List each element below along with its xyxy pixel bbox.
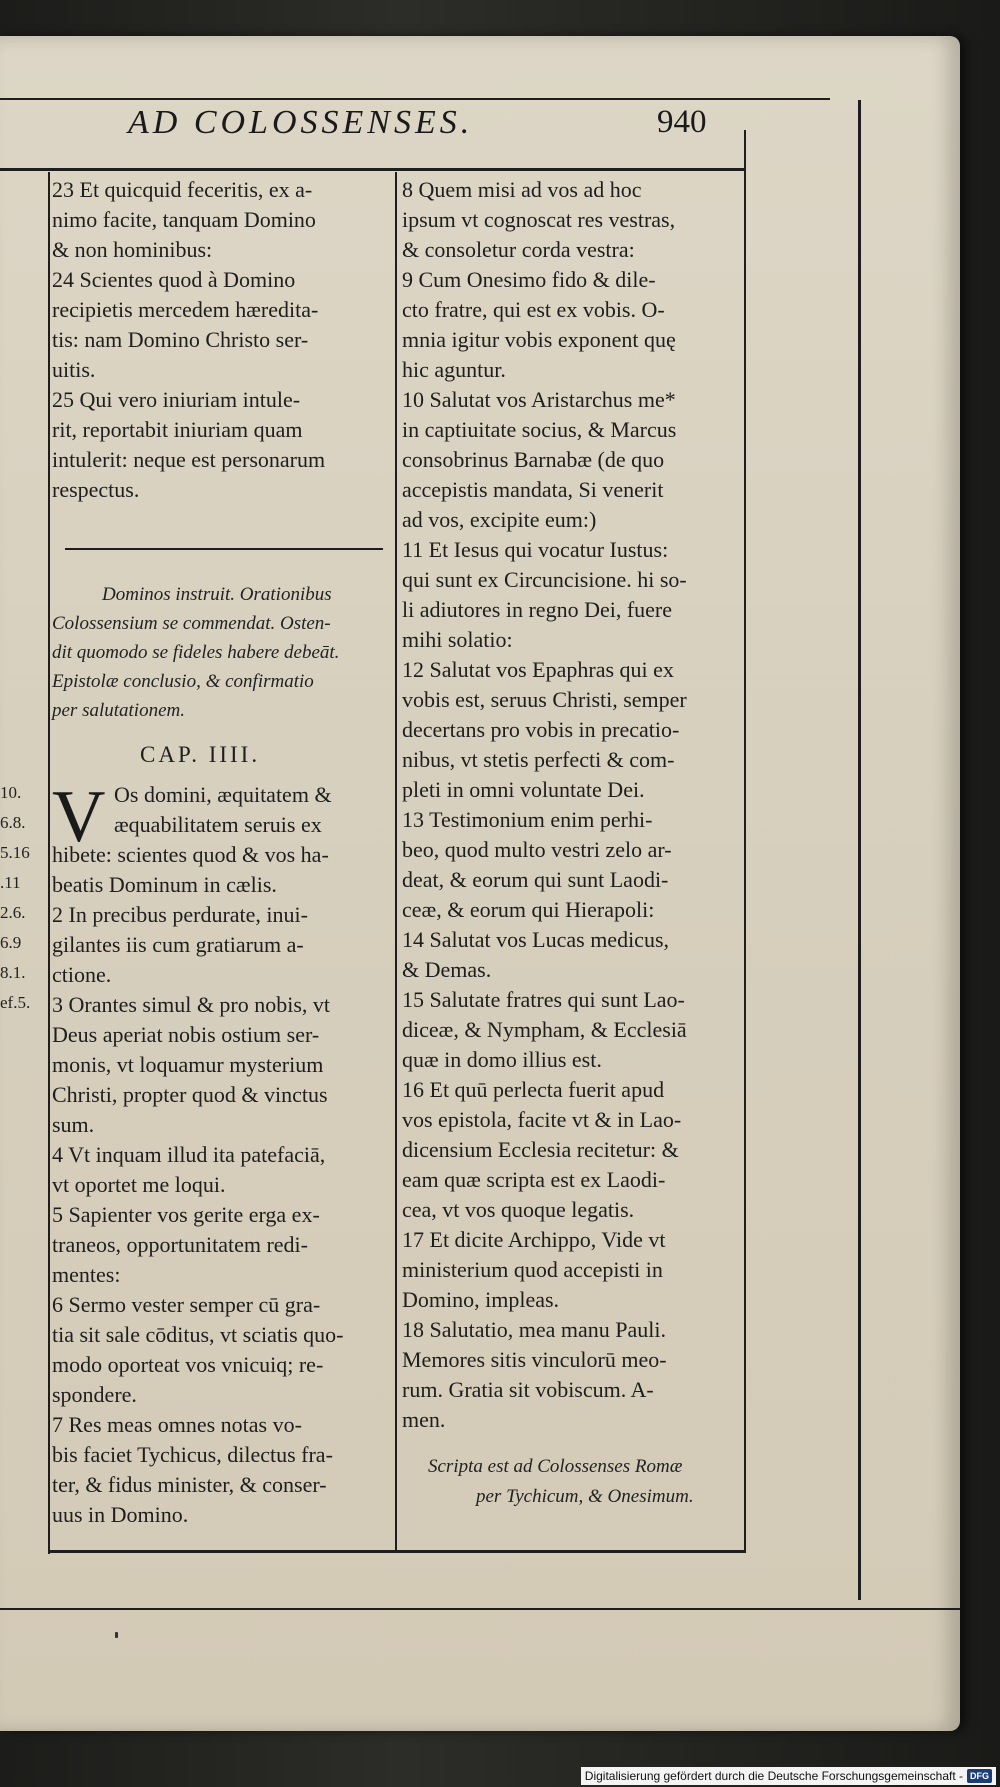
text-line: eam quæ scripta est ex Laodi- bbox=[402, 1167, 666, 1192]
text-line: mihi solatio: bbox=[402, 627, 513, 652]
text-line: Domino, impleas. bbox=[402, 1287, 560, 1312]
text-line: & non hominibus: bbox=[52, 237, 213, 262]
text-line: ipsum vt cognoscat res vestras, bbox=[402, 207, 676, 232]
text-line: quæ in domo illius est. bbox=[402, 1047, 602, 1072]
text-line: respectus. bbox=[52, 477, 140, 502]
text-line: 23 Et quicquid feceritis, ex a- bbox=[52, 177, 313, 202]
digitization-credit bbox=[581, 1767, 996, 1785]
margin-ref: 8.1. bbox=[0, 963, 26, 982]
text-line: hic aguntur. bbox=[402, 357, 506, 382]
text-line: 5 Sapienter vos gerite erga ex- bbox=[52, 1202, 320, 1227]
text-line: 11 Et Iesus qui vocatur Iustus: bbox=[402, 537, 669, 562]
left-column-verses bbox=[52, 175, 392, 505]
text-line: vos epistola, facite vt & in Lao- bbox=[402, 1107, 682, 1132]
chapter-text bbox=[52, 776, 392, 1530]
text-line: rit, reportabit iniuriam quam bbox=[52, 417, 303, 442]
text-line: dicensium Ecclesia recitetur: & bbox=[402, 1137, 679, 1162]
running-title: AD COLOSSENSES. bbox=[128, 104, 474, 141]
text-line: 15 Salutate fratres qui sunt Lao- bbox=[402, 987, 685, 1012]
header-rule bbox=[0, 168, 745, 171]
text-line: 8 Quem misi ad vos ad hoc bbox=[402, 177, 642, 202]
text-line: 18 Salutatio, mea manu Pauli. bbox=[402, 1317, 666, 1342]
text-line: cea, vt vos quoque legatis. bbox=[402, 1197, 635, 1222]
text-line: deat, & eorum qui sunt Laodi- bbox=[402, 867, 669, 892]
epistle-subscription bbox=[428, 1452, 738, 1512]
text-line: 6 Sermo vester semper cū gra- bbox=[52, 1292, 321, 1317]
text-line: spondere. bbox=[52, 1382, 137, 1407]
margin-ref: 10. bbox=[0, 783, 22, 802]
outer-right-rule bbox=[858, 100, 861, 1600]
dfg-logo: DFG bbox=[967, 1769, 992, 1783]
text-line: men. bbox=[402, 1407, 446, 1432]
text-line: vt oportet me loqui. bbox=[52, 1172, 226, 1197]
text-line: 3 Orantes simul & pro nobis, vt bbox=[52, 992, 331, 1017]
text-line: recipietis mercedem hæredita- bbox=[52, 297, 319, 322]
left-border-rule bbox=[48, 172, 50, 1554]
chapter-summary bbox=[52, 580, 392, 725]
text-line: beatis Dominum in cælis. bbox=[52, 872, 277, 897]
text-line: intulerit: neque est personarum bbox=[52, 447, 326, 472]
text-line: rum. Gratia sit vobiscum. A- bbox=[402, 1377, 654, 1402]
text-line: æquabilitatem seruis ex bbox=[114, 812, 322, 837]
summary-line: per salutationem. bbox=[52, 700, 185, 721]
ink-speck bbox=[115, 1632, 118, 1638]
text-line: hibete: scientes quod & vos ha- bbox=[52, 842, 329, 867]
text-line: uus in Domino. bbox=[52, 1502, 189, 1527]
text-line: 13 Testimonium enim perhi- bbox=[402, 807, 653, 832]
drop-capital: V bbox=[52, 776, 106, 858]
text-line: 7 Res meas omnes notas vo- bbox=[52, 1412, 302, 1437]
text-line: modo oporteat vos vnicuiq; re- bbox=[52, 1352, 324, 1377]
text-line: 10 Salutat vos Aristarchus me* bbox=[402, 387, 676, 412]
text-line: decertans pro vobis in precatio- bbox=[402, 717, 680, 742]
text-line: ctione. bbox=[52, 962, 112, 987]
column-divider bbox=[395, 172, 397, 1552]
text-line: 12 Salutat vos Epaphras qui ex bbox=[402, 657, 674, 682]
text-line: 16 Et quū perlecta fuerit apud bbox=[402, 1077, 665, 1102]
subscription-line: Scripta est ad Colossenses Romæ bbox=[428, 1456, 683, 1477]
text-line: ad vos, excipite eum:) bbox=[402, 507, 597, 532]
text-line: Os domini, æquitatem & bbox=[114, 782, 332, 807]
text-line: nimo facite, tanquam Domino bbox=[52, 207, 316, 232]
text-line: bis faciet Tychicus, dilectus fra- bbox=[52, 1442, 333, 1467]
text-line: mnia igitur vobis exponent quę bbox=[402, 327, 676, 352]
text-line: qui sunt ex Circuncisione. hi so- bbox=[402, 567, 687, 592]
text-line: in captiuitate socius, & Marcus bbox=[402, 417, 677, 442]
text-line: accepistis mandata, Si venerit bbox=[402, 477, 664, 502]
summary-line: Epistolæ conclusio, & confirmatio bbox=[52, 671, 314, 692]
text-line: 25 Qui vero iniuriam intule- bbox=[52, 387, 301, 412]
credit-text: Digitalisierung gefördert durch die Deutsche Forschungsgemeinschaft - bbox=[584, 1769, 963, 1783]
text-line: sum. bbox=[52, 1112, 95, 1137]
text-line: tis: nam Domino Christo ser- bbox=[52, 327, 309, 352]
text-line: Deus aperiat nobis ostium ser- bbox=[52, 1022, 320, 1047]
lower-rule bbox=[0, 1608, 960, 1610]
page-number: 940 bbox=[657, 104, 707, 140]
text-line: uitis. bbox=[52, 357, 96, 382]
text-line: ceæ, & eorum qui Hierapoli: bbox=[402, 897, 655, 922]
text-line: 9 Cum Onesimo fido & dile- bbox=[402, 267, 656, 292]
margin-ref: 6.8. bbox=[0, 813, 26, 832]
text-line: li adiutores in regno Dei, fuere bbox=[402, 597, 673, 622]
text-line: consobrinus Barnabæ (de quo bbox=[402, 447, 665, 472]
top-rule bbox=[0, 98, 830, 100]
summary-line: dit quomodo se fideles habere debeāt. bbox=[52, 642, 340, 663]
text-line: ter, & fidus minister, & conser- bbox=[52, 1472, 327, 1497]
margin-ref: 2.6. bbox=[0, 903, 26, 922]
right-border-rule bbox=[744, 130, 746, 1550]
margin-ref: 5.16 bbox=[0, 843, 30, 862]
text-line: 4 Vt inquam illud ita patefaciā, bbox=[52, 1142, 326, 1167]
summary-rule bbox=[65, 548, 383, 550]
text-line: mentes: bbox=[52, 1262, 121, 1287]
text-line: 24 Scientes quod à Domino bbox=[52, 267, 296, 292]
text-line: & consoletur corda vestra: bbox=[402, 237, 635, 262]
text-line: traneos, opportunitatem redi- bbox=[52, 1232, 308, 1257]
summary-line: Dominos instruit. Orationibus bbox=[102, 584, 332, 605]
text-line: cto fratre, qui est ex vobis. O- bbox=[402, 297, 665, 322]
text-line: Memores sitis vinculorū meo- bbox=[402, 1347, 667, 1372]
text-line: tia sit sale cōditus, vt sciatis quo- bbox=[52, 1322, 344, 1347]
text-line: & Demas. bbox=[402, 957, 492, 982]
text-line: 17 Et dicite Archippo, Vide vt bbox=[402, 1227, 666, 1252]
margin-ref: ef.5. bbox=[0, 993, 31, 1012]
text-line: monis, vt loquamur mysterium bbox=[52, 1052, 324, 1077]
text-line: nibus, vt stetis perfecti & com- bbox=[402, 747, 675, 772]
text-line: diceæ, & Nympham, & Ecclesiā bbox=[402, 1017, 687, 1042]
text-line: pleti in omni voluntate Dei. bbox=[402, 777, 645, 802]
summary-line: Colossensium se commendat. Osten- bbox=[52, 613, 331, 634]
margin-ref: .11 bbox=[0, 873, 21, 892]
text-line: 14 Salutat vos Lucas medicus, bbox=[402, 927, 670, 952]
bottom-rule bbox=[48, 1550, 746, 1553]
text-line: Christi, propter quod & vinctus bbox=[52, 1082, 328, 1107]
margin-references bbox=[0, 778, 42, 1018]
right-column-verses bbox=[402, 175, 742, 1435]
text-line: gilantes iis cum gratiarum a- bbox=[52, 932, 304, 957]
subscription-line: per Tychicum, & Onesimum. bbox=[476, 1486, 694, 1507]
margin-ref: 6.9 bbox=[0, 933, 22, 952]
text-line: 2 In precibus perdurate, inui- bbox=[52, 902, 308, 927]
text-line: vobis est, seruus Christi, semper bbox=[402, 687, 687, 712]
text-line: ministerium quod accepisti in bbox=[402, 1257, 663, 1282]
text-line: beo, quod multo vestri zelo ar- bbox=[402, 837, 672, 862]
chapter-heading: CAP. IIII. bbox=[140, 742, 261, 767]
